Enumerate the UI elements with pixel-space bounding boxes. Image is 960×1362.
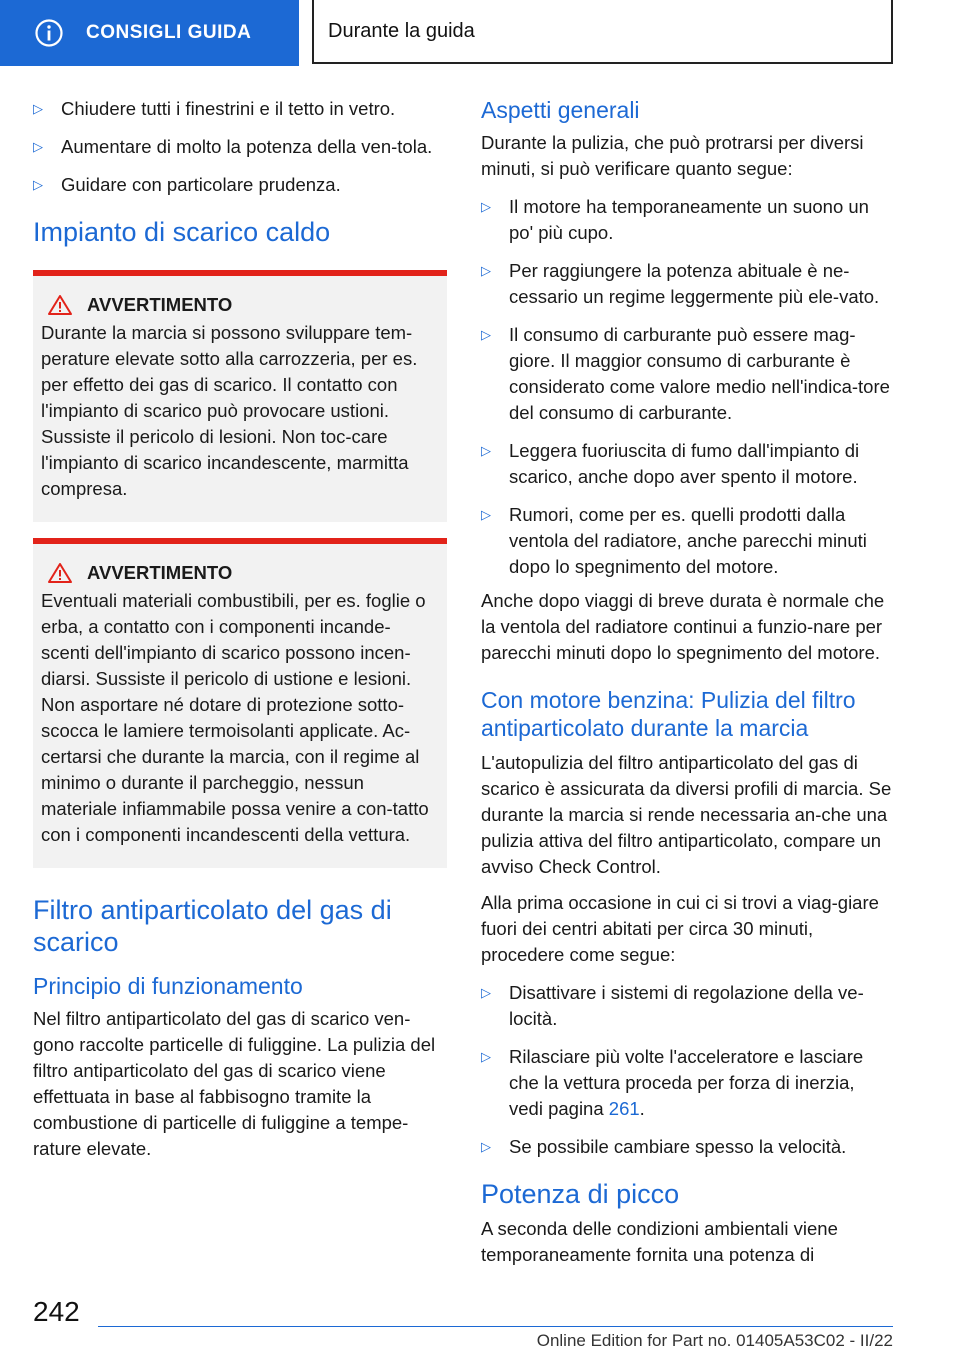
list-item: ▷ Aumentare di molto la potenza della ven-tola. <box>33 134 447 160</box>
page-link[interactable]: 261 <box>608 1098 640 1119</box>
heading-principle: Principio di funzionamento <box>33 973 303 999</box>
bullet-triangle-icon: ▷ <box>481 263 491 278</box>
petrol-paragraph: L'autopulizia del filtro antiparticolato del gas di scarico è assicurata da diversi profili di marcia. Se durante la marcia si rende necessaria an-che una pulizia attiva del filtro antiparticolato, compare un avviso Check Control. <box>481 752 892 877</box>
list-item: ▷ Disattivare i sistemi di regolazione della ve-locità. <box>481 980 893 1032</box>
warning-text: Eventuali materiali combustibili, per es. foglie o erba, a contatto con i componenti incande-scenti dell'impianto di scarico possono incen-diarsi. Sussiste il pericolo di ustione e lesioni. Non asportare né dotare di protezione sotto-scocca le lamiere termoisolanti applicate. Ac-certarsi che durante la marcia, con il regime al minimo o durante il parcheggio, nessun materiale infiammabile possa venire a con-tatto con i componenti incandescenti della vettura. <box>41 590 429 845</box>
section-header <box>312 0 893 64</box>
list-item: ▷ Rilasciare più volte l'acceleratore e lasciare che la vettura proceda per forza di inerzia, vedi pagina 261. <box>481 1044 893 1122</box>
warning-box <box>33 270 447 522</box>
chapter-tab[interactable] <box>0 0 299 66</box>
heading-filter: Filtro antiparticolato del gas di scarico <box>33 895 392 957</box>
bullet-triangle-icon: ▷ <box>481 1139 491 1154</box>
heading-peak: Potenza di picco <box>481 1179 680 1209</box>
list-item: ▷ Guidare con particolare prudenza. <box>33 172 447 198</box>
bullet-triangle-icon: ▷ <box>33 177 43 192</box>
general-intro: Durante la pulizia, che può protrarsi per diversi minuti, si può verificare quanto segue: <box>481 132 864 179</box>
heading-exhaust: Impianto di scarico caldo <box>33 217 331 247</box>
list-item: ▷ Per raggiungere la potenza abituale è ne-cessario un regime leggermente più ele-vato. <box>481 258 893 310</box>
warning-triangle-icon <box>47 294 73 316</box>
chapter-tab-label: CONSIGLI GUIDA <box>86 22 252 43</box>
page-number: 242 <box>33 1296 80 1327</box>
list-item: ▷ Leggera fuoriuscita di fumo dall'impianto di scarico, anche dopo aver spento il motore. <box>481 438 893 490</box>
heading-general: Aspetti generali <box>481 97 640 123</box>
right-column <box>481 96 893 1278</box>
bullet-triangle-icon: ▷ <box>481 443 491 458</box>
bullet-triangle-icon: ▷ <box>481 985 491 1000</box>
heading-petrol: Con motore benzina: Pulizia del filtro antiparticolato durante la marcia <box>481 687 856 741</box>
principle-text: Nel filtro antiparticolato del gas di scarico ven-gono raccolte particelle di fuliggine. La pulizia del filtro antiparticolato del gas di scarico viene effettuata in base al fabbisogno tramite la combustione di particelle di fuliggine a tempe-rature elevate. <box>33 1008 436 1159</box>
peak-text: A seconda delle condizioni ambientali viene temporaneamente fornita una potenza di <box>481 1218 838 1265</box>
bullet-triangle-icon: ▷ <box>481 507 491 522</box>
warning-text: Durante la marcia si possono sviluppare tem-perature elevate sotto alla carrozzeria, per es. per effetto dei gas di scarico. Il contatto con l'impianto di scarico può provocare ustioni. Sussiste il pericolo di lesioni. Non toc-care l'impianto di scarico incandescente, marmitta compresa. <box>41 322 418 499</box>
footer-divider <box>98 1326 893 1327</box>
info-icon <box>34 18 64 48</box>
section-title: Durante la guida <box>328 19 475 42</box>
warning-triangle-icon <box>47 562 73 584</box>
list-item: ▷ Il motore ha temporaneamente un suono un po' più cupo. <box>481 194 893 246</box>
list-item: ▷ Rumori, come per es. quelli prodotti dalla ventola del radiatore, anche parecchi minuti dopo lo spegnimento del motore. <box>481 502 893 580</box>
general-outro: Anche dopo viaggi di breve durata è normale che la ventola del radiatore continui a funzio-nare per parecchi minuti dopo lo spegnimento del motore. <box>481 590 885 663</box>
bullet-triangle-icon: ▷ <box>33 101 43 116</box>
warning-header <box>41 294 437 316</box>
list-item: ▷ Se possibile cambiare spesso la velocità. <box>481 1134 893 1160</box>
bullet-triangle-icon: ▷ <box>33 139 43 154</box>
petrol-paragraph: Alla prima occasione in cui ci si trovi a viag-giare fuori dei centri abitati per circa 30 minuti, procedere come segue: <box>481 892 879 965</box>
warning-label: AVVERTIMENTO <box>87 294 233 315</box>
bullet-triangle-icon: ▷ <box>481 1049 491 1064</box>
warning-label: AVVERTIMENTO <box>87 562 233 583</box>
list-item: ▷ Chiudere tutti i finestrini e il tetto in vetro. <box>33 96 447 122</box>
warning-header <box>41 562 437 584</box>
warning-box <box>33 538 447 868</box>
list-item: ▷ Il consumo di carburante può essere mag-giore. Il maggior consumo di carburante è considerato come valore medio nell'indica-tore del consumo di carburante. <box>481 322 893 426</box>
left-column <box>33 96 447 1172</box>
bullet-triangle-icon: ▷ <box>481 327 491 342</box>
bullet-triangle-icon: ▷ <box>481 199 491 214</box>
footer-edition: Online Edition for Part no. 01405A53C02 - II/22 <box>536 1331 893 1350</box>
